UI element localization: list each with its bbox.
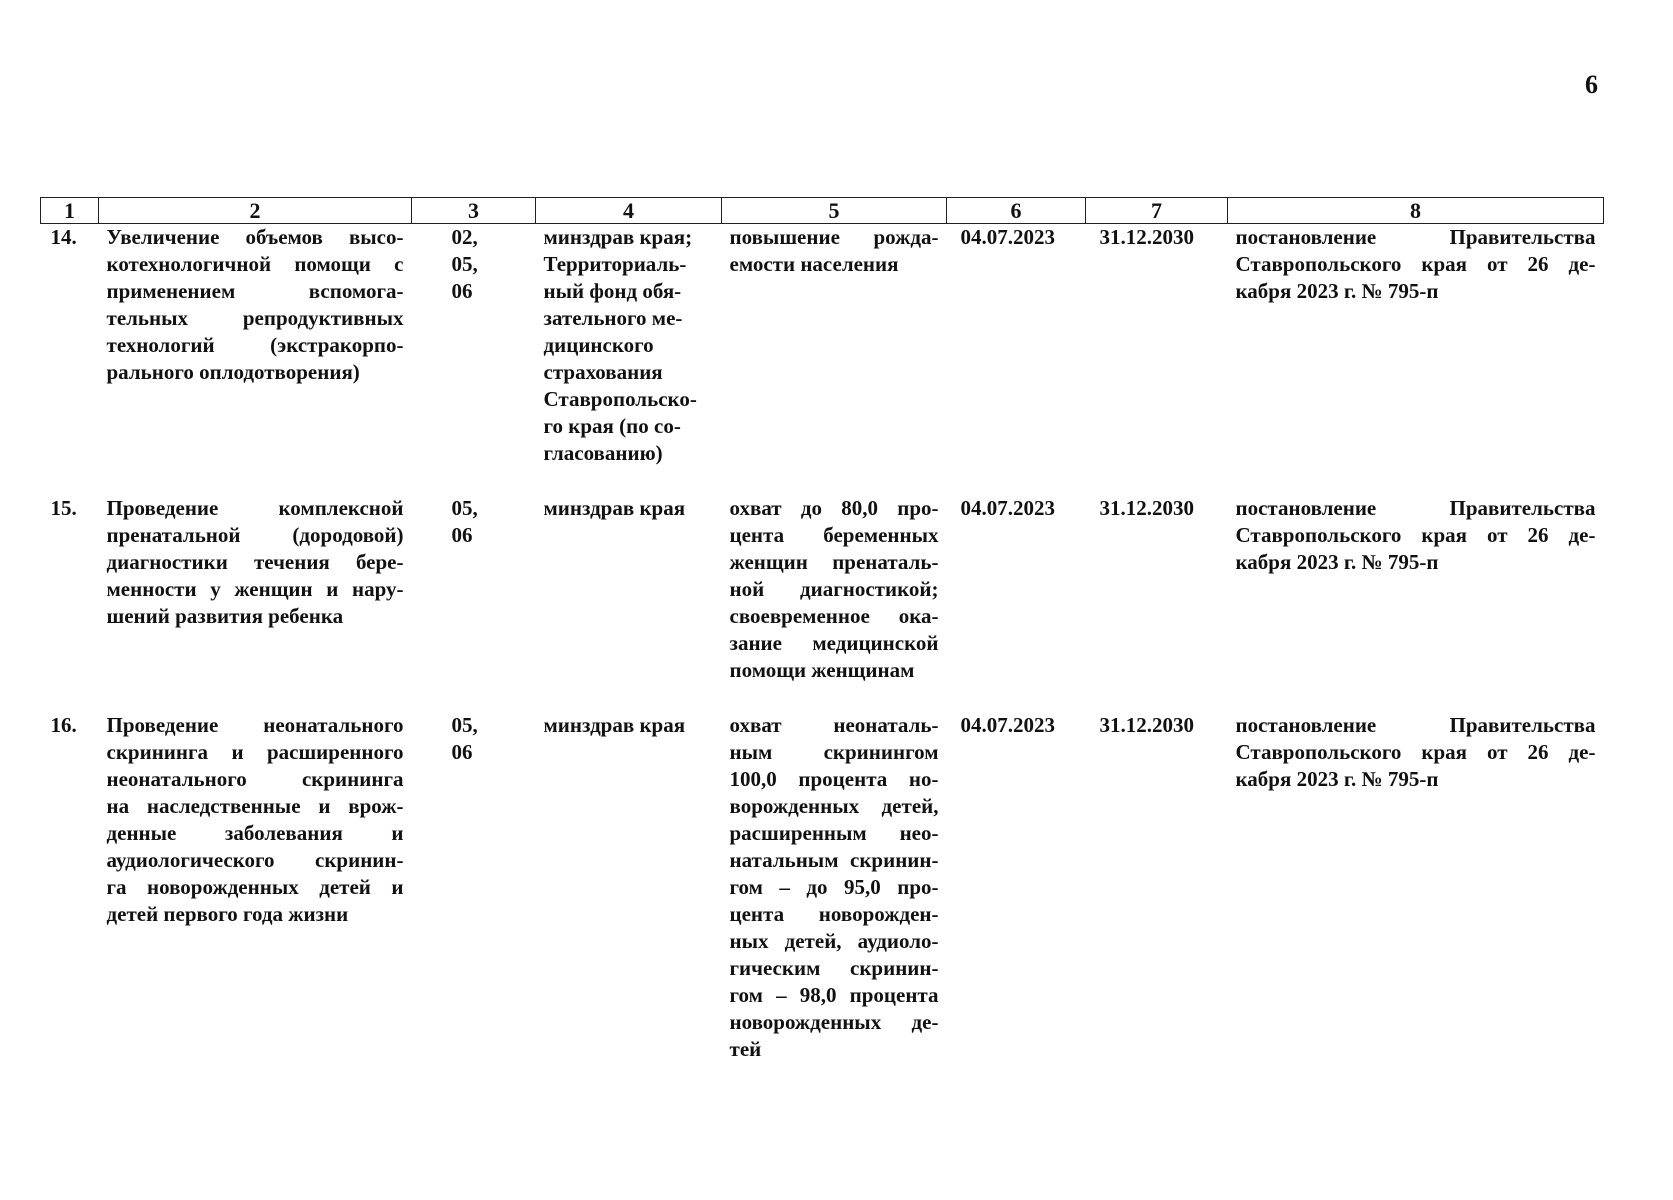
text-line: Ставропольского края от 26 де- — [1235, 252, 1596, 276]
column-header: 6 — [947, 198, 1086, 224]
text-line: охват до 80,0 про- — [729, 496, 939, 520]
text-line: на наследственные и врож- — [106, 794, 404, 818]
text-line: зание медицинской — [729, 631, 939, 655]
text-line: гическим скринин- — [729, 956, 939, 980]
text-line: гом – 98,0 процента — [729, 983, 939, 1007]
text-line: Ставропольско- — [543, 387, 697, 411]
end-date: 31.12.2030 — [1099, 496, 1194, 520]
start-date: 04.07.2023 — [960, 713, 1055, 737]
legal-basis — [1228, 224, 1604, 496]
text-line: ным скринингом — [729, 740, 939, 764]
text-line: емости населения — [729, 252, 899, 276]
column-header: 5 — [722, 198, 947, 224]
text-line: рального оплодотворения) — [106, 360, 360, 384]
text-line: зательного ме- — [543, 306, 683, 330]
text-line: го края (по со- — [543, 414, 681, 438]
row-number: 14. — [50, 225, 77, 249]
text-line: ных детей, аудиоло- — [729, 929, 939, 953]
text-line: Проведение комплексной — [106, 496, 404, 520]
text-line: Ставропольского края от 26 де- — [1235, 523, 1596, 547]
text-line: Территориаль- — [543, 252, 687, 276]
legal-basis — [1228, 712, 1604, 1091]
text-line: тельных репродуктивных — [106, 306, 404, 330]
text-line: технологий (экстракорпо- — [106, 333, 404, 357]
text-line: менности у женщин и нару- — [106, 577, 404, 601]
text-line: постановление Правительства — [1235, 225, 1596, 249]
text-line: своевременное ока- — [729, 604, 939, 628]
text-line: применением вспомога- — [106, 279, 404, 303]
text-line: Ставропольского края от 26 де- — [1235, 740, 1596, 764]
text-line: шений развития ребенка — [106, 604, 344, 628]
text-line: Увеличение объемов высо- — [106, 225, 404, 249]
text-line: охват неонаталь- — [729, 713, 939, 737]
text-line: повышение рожда- — [729, 225, 939, 249]
text-line: ный фонд обя- — [543, 279, 682, 303]
text-line: цента беременных — [729, 523, 939, 547]
text-line: кабря 2023 г. № 795-п — [1235, 550, 1439, 574]
end-date: 31.12.2030 — [1099, 713, 1194, 737]
text-line: цента новорожден- — [729, 902, 939, 926]
column-header: 2 — [99, 198, 412, 224]
responsible-executor — [536, 712, 722, 1091]
text-line: постановление Правительства — [1235, 713, 1596, 737]
text-line: 06 — [451, 523, 473, 547]
text-line: гласованию) — [543, 441, 663, 465]
task-codes — [412, 224, 536, 496]
text-line: помощи женщинам — [729, 658, 915, 682]
text-line: Проведение неонатального — [106, 713, 404, 737]
text-line: диагностики течения бере- — [106, 550, 404, 574]
text-line: кабря 2023 г. № 795-п — [1235, 279, 1439, 303]
column-header: 1 — [41, 198, 99, 224]
text-line: денные заболевания и — [106, 821, 404, 845]
expected-result — [722, 224, 947, 496]
text-line: женщин пренаталь- — [729, 550, 939, 574]
text-line: 05, — [451, 496, 478, 520]
task-codes — [412, 712, 536, 1091]
text-line: детей первого года жизни — [106, 902, 349, 926]
text-line: постановление Правительства — [1235, 496, 1596, 520]
column-number-header-row — [41, 198, 1604, 224]
table-row — [41, 712, 1604, 1091]
text-line: ворожденных детей, — [729, 794, 939, 818]
text-line: ной диагностикой; — [729, 577, 939, 601]
measure-name — [99, 224, 412, 496]
table-row — [41, 224, 1604, 496]
row-number: 16. — [50, 713, 77, 737]
expected-result — [722, 495, 947, 712]
text-line: дицинского — [543, 333, 654, 357]
text-line: 05, — [451, 713, 478, 737]
text-line: котехнологичной помощи с — [106, 252, 404, 276]
text-line: 100,0 процента но- — [729, 767, 939, 791]
table-row — [41, 495, 1604, 712]
expected-result — [722, 712, 947, 1091]
column-header: 4 — [536, 198, 722, 224]
text-line: расширенным нео- — [729, 821, 939, 845]
start-date: 04.07.2023 — [960, 225, 1055, 249]
text-line: 05, — [451, 252, 478, 276]
text-line: гом – до 95,0 про- — [729, 875, 939, 899]
end-date: 31.12.2030 — [1099, 225, 1194, 249]
responsible-executor — [536, 224, 722, 496]
text-line: га новорожденных детей и — [106, 875, 404, 899]
text-line: тей — [729, 1037, 762, 1061]
task-codes — [412, 495, 536, 712]
measure-name — [99, 495, 412, 712]
column-header: 3 — [412, 198, 536, 224]
column-header: 7 — [1086, 198, 1228, 224]
row-number: 15. — [50, 496, 77, 520]
start-date: 04.07.2023 — [960, 496, 1055, 520]
text-line: 02, — [451, 225, 478, 249]
text-line: новорожденных де- — [729, 1010, 939, 1034]
page-number: 6 — [1585, 70, 1598, 99]
text-line: минздрав края; — [543, 225, 693, 249]
legal-basis — [1228, 495, 1604, 712]
text-line: аудиологического скринин- — [106, 848, 404, 872]
column-header: 8 — [1228, 198, 1604, 224]
responsible-executor — [536, 495, 722, 712]
text-line: минздрав края — [543, 713, 686, 737]
text-line: неонатального скрининга — [106, 767, 404, 791]
text-line: страхования — [543, 360, 663, 384]
text-line: 06 — [451, 740, 473, 764]
text-line: натальным скринин- — [729, 848, 939, 872]
measure-name — [99, 712, 412, 1091]
text-line: кабря 2023 г. № 795-п — [1235, 767, 1439, 791]
text-line: минздрав края — [543, 496, 686, 520]
text-line: пренатальной (дородовой) — [106, 523, 404, 547]
measures-table — [40, 197, 1604, 1091]
text-line: скрининга и расширенного — [106, 740, 404, 764]
text-line: 06 — [451, 279, 473, 303]
